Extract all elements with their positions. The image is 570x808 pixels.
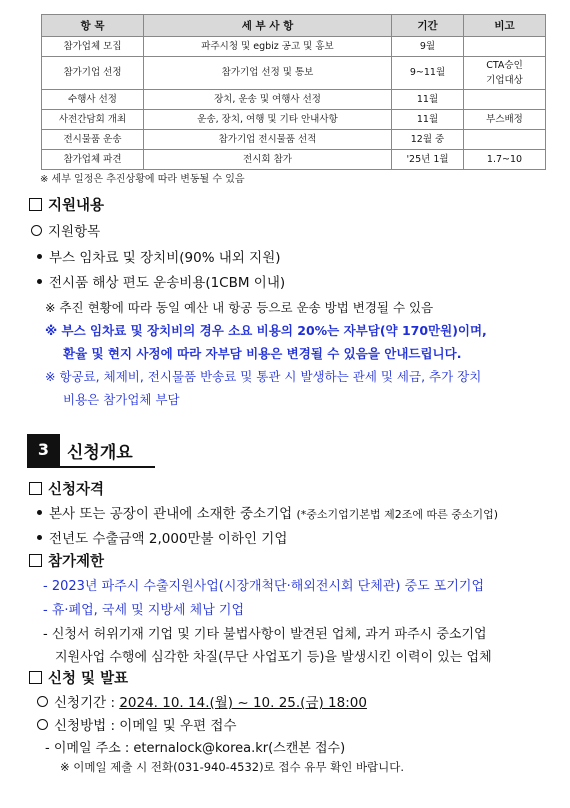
- cell-note: [464, 130, 546, 150]
- cell-item: 참가기업 선정: [42, 57, 144, 90]
- cell-period: 11월: [392, 110, 464, 130]
- support-note-2-line-2: 환율 및 현지 사정에 따라 자부담 비용은 변경될 수 있음을 안내드립니다.: [63, 346, 462, 361]
- table-row: [42, 57, 546, 90]
- cell-detail: 전시회 참가: [144, 150, 392, 170]
- eligibility-heading: [29, 478, 104, 499]
- application-method: [37, 714, 237, 734]
- restriction-item-line-1: - 신청서 허위기재 기업 및 기타 불법사항이 발견된 업체, 과거 파주시 중소기업: [43, 627, 487, 642]
- application-method-text: 신청방법 : 이메일 및 우편 접수: [54, 718, 237, 734]
- checkbox-square-icon: [29, 554, 42, 567]
- cell-period: 12월 중: [392, 130, 464, 150]
- cell-note: 1.7~10: [464, 150, 546, 170]
- table-header-row: [42, 15, 546, 37]
- support-note-3-line-1: ※ 항공료, 체제비, 전시물품 반송료 및 통관 시 발생하는 관세 및 세금, 추가 장치: [45, 369, 482, 384]
- support-item: [37, 246, 281, 266]
- cell-note: [464, 37, 546, 57]
- section-title: 신청개요: [67, 443, 133, 463]
- eligibility-item-note: (*중소기업기본법 제2조에 따른 중소기업): [296, 508, 499, 521]
- support-note-1: ※ 추진 현황에 따라 동일 예산 내 항공 등으로 운송 방법 변경될 수 있음: [45, 300, 434, 315]
- restriction-item-line-2: 지원사업 수행에 심각한 차질(무단 사업포기 등)을 발생시킨 이력이 있는 업체: [55, 650, 492, 665]
- bullet-dot-icon: [37, 279, 42, 284]
- application-period-value: 2024. 10. 14.(월) ~ 10. 25.(금) 18:00: [119, 695, 367, 711]
- cell-item: 참가업체 파견: [42, 150, 144, 170]
- cell-period: '25년 1월: [392, 150, 464, 170]
- cell-note-line: CTA승인: [486, 60, 523, 71]
- cell-item: 사전간담회 개최: [42, 110, 144, 130]
- cell-item: 전시물품 운송: [42, 130, 144, 150]
- cell-item: 참가업체 모집: [42, 37, 144, 57]
- restrictions-heading-text: 참가제한: [48, 554, 105, 570]
- eligibility-item-text: 전년도 수출금액 2,000만불 이하인 기업: [49, 531, 288, 547]
- support-subheading-text: 지원항목: [48, 224, 101, 240]
- circle-bullet-icon: [37, 719, 48, 730]
- table-row: [42, 110, 546, 130]
- table-row: [42, 37, 546, 57]
- circle-bullet-icon: [31, 225, 42, 236]
- checkbox-square-icon: [29, 671, 42, 684]
- eligibility-item: [37, 502, 498, 522]
- column-header: 항 목: [42, 15, 144, 37]
- restrictions-heading: [29, 550, 104, 571]
- section-underline: [27, 466, 155, 468]
- bullet-dot-icon: [37, 254, 42, 259]
- cell-detail: 참가기업 전시물품 선적: [144, 130, 392, 150]
- support-subheading: [31, 220, 100, 240]
- section-number-badge: 3: [27, 434, 60, 466]
- eligibility-item: [37, 527, 287, 547]
- application-heading-text: 신청 및 발표: [48, 671, 129, 687]
- cell-note-line: 기업대상: [486, 75, 523, 86]
- cell-period: 11월: [392, 90, 464, 110]
- circle-bullet-icon: [37, 696, 48, 707]
- cell-detail: 운송, 장치, 여행 및 기타 안내사항: [144, 110, 392, 130]
- column-header: 비고: [464, 15, 546, 37]
- checkbox-square-icon: [29, 482, 42, 495]
- restriction-item: - 휴·폐업, 국세 및 지방세 체납 기업: [43, 603, 245, 618]
- cell-note: [464, 90, 546, 110]
- schedule-table: [41, 14, 546, 170]
- restriction-item: - 2023년 파주시 수출지원사업(시장개척단·해외전시회 단체관) 중도 포기기업: [43, 579, 485, 594]
- application-email: - 이메일 주소 : eternalock@korea.kr(스캔본 접수): [45, 741, 346, 756]
- checkbox-square-icon: [29, 198, 42, 211]
- eligibility-heading-text: 신청자격: [48, 482, 105, 498]
- cell-detail: 파주시청 및 egbiz 공고 및 홍보: [144, 37, 392, 57]
- table-row: [42, 150, 546, 170]
- cell-note: 부스배정: [464, 110, 546, 130]
- support-item-text: 부스 임차료 및 장치비(90% 내외 지원): [49, 250, 281, 266]
- bullet-dot-icon: [37, 510, 42, 515]
- application-period: [37, 691, 367, 711]
- bullet-dot-icon: [37, 535, 42, 540]
- cell-period: 9월: [392, 37, 464, 57]
- cell-item: 수행사 선정: [42, 90, 144, 110]
- application-period-label: 신청기간 :: [54, 695, 116, 711]
- column-header: 기간: [392, 15, 464, 37]
- table-row: [42, 130, 546, 150]
- cell-detail: 참가기업 선정 및 통보: [144, 57, 392, 90]
- support-note-2-line-1: ※ 부스 임차료 및 장치비의 경우 소요 비용의 20%는 자부담(약 170만원)이며,: [45, 323, 487, 338]
- cell-period: 9~11월: [392, 57, 464, 90]
- column-header: 세 부 사 항: [144, 15, 392, 37]
- eligibility-item-text: 본사 또는 공장이 관내에 소재한 중소기업: [49, 506, 293, 522]
- application-email-note: ※ 이메일 제출 시 전화(031-940-4532)로 접수 유무 확인 바랍니다.: [60, 760, 405, 774]
- table-row: [42, 90, 546, 110]
- schedule-note: ※ 세부 일정은 추진상황에 따라 변동될 수 있음: [40, 174, 245, 185]
- support-heading-text: 지원내용: [48, 198, 105, 214]
- support-item-text: 전시품 해상 편도 운송비용(1CBM 이내): [49, 275, 286, 291]
- application-heading: [29, 667, 128, 688]
- cell-note: [464, 57, 546, 90]
- support-note-3-line-2: 비용은 참가업체 부담: [63, 392, 180, 407]
- cell-detail: 장치, 운송 및 여행사 선정: [144, 90, 392, 110]
- support-heading: [29, 194, 104, 215]
- support-item: [37, 271, 285, 291]
